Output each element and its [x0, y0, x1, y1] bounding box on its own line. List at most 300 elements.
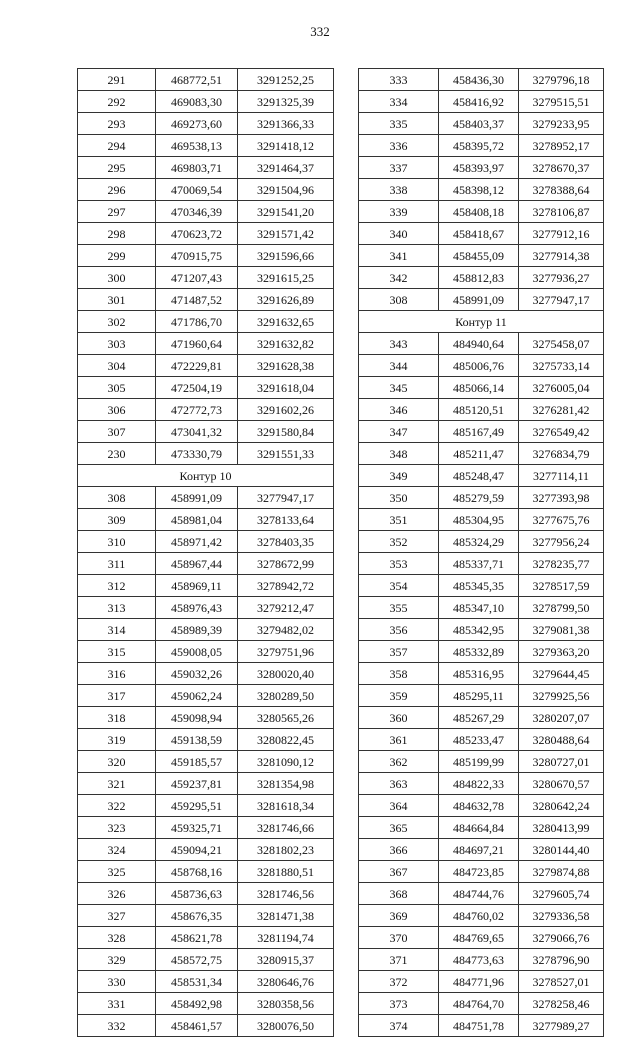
table-row	[359, 751, 604, 773]
point-number: 360	[359, 707, 439, 729]
point-number: 321	[78, 773, 156, 795]
point-number: 324	[78, 839, 156, 861]
x-coordinate: 472504,19	[156, 377, 238, 399]
table-row	[78, 971, 334, 993]
y-coordinate: 3280020,40	[238, 663, 334, 685]
point-number: 299	[78, 245, 156, 267]
y-coordinate: 3291504,96	[238, 179, 334, 201]
y-coordinate: 3291366,33	[238, 113, 334, 135]
x-coordinate: 458461,57	[156, 1015, 238, 1037]
x-coordinate: 469083,30	[156, 91, 238, 113]
x-coordinate: 459325,71	[156, 817, 238, 839]
x-coordinate: 458418,67	[439, 223, 519, 245]
table-row	[359, 597, 604, 619]
point-number: 371	[359, 949, 439, 971]
table-row	[359, 289, 604, 311]
x-coordinate: 484940,64	[439, 333, 519, 355]
point-number: 306	[78, 399, 156, 421]
y-coordinate: 3277956,24	[519, 531, 604, 553]
x-coordinate: 458971,42	[156, 531, 238, 553]
x-coordinate: 484764,70	[439, 993, 519, 1015]
x-coordinate: 485345,35	[439, 575, 519, 597]
y-coordinate: 3280646,76	[238, 971, 334, 993]
table-row	[359, 135, 604, 157]
point-number: 311	[78, 553, 156, 575]
table-row	[78, 575, 334, 597]
x-coordinate: 485167,49	[439, 421, 519, 443]
point-number: 309	[78, 509, 156, 531]
table-row	[78, 531, 334, 553]
x-coordinate: 485295,11	[439, 685, 519, 707]
x-coordinate: 458403,37	[439, 113, 519, 135]
x-coordinate: 485248,47	[439, 465, 519, 487]
x-coordinate: 485267,29	[439, 707, 519, 729]
point-number: 327	[78, 905, 156, 927]
y-coordinate: 3291551,33	[238, 443, 334, 465]
table-row	[78, 289, 334, 311]
table-row	[78, 1015, 334, 1037]
y-coordinate: 3279644,45	[519, 663, 604, 685]
x-coordinate: 458393,97	[439, 157, 519, 179]
y-coordinate: 3291325,39	[238, 91, 334, 113]
point-number: 348	[359, 443, 439, 465]
x-coordinate: 468772,51	[156, 69, 238, 91]
x-coordinate: 485304,95	[439, 509, 519, 531]
x-coordinate: 471960,64	[156, 333, 238, 355]
y-coordinate: 3278258,46	[519, 993, 604, 1015]
point-number: 305	[78, 377, 156, 399]
table-row	[78, 641, 334, 663]
table-row	[78, 245, 334, 267]
table-row	[359, 883, 604, 905]
y-coordinate: 3280670,57	[519, 773, 604, 795]
table-row	[78, 487, 334, 509]
x-coordinate: 458621,78	[156, 927, 238, 949]
point-number: 372	[359, 971, 439, 993]
table-row	[78, 311, 334, 333]
x-coordinate: 458989,39	[156, 619, 238, 641]
coordinates-table-left-body	[78, 69, 334, 1037]
table-row	[359, 443, 604, 465]
x-coordinate: 459295,51	[156, 795, 238, 817]
table-row	[78, 795, 334, 817]
point-number: 312	[78, 575, 156, 597]
y-coordinate: 3281618,34	[238, 795, 334, 817]
point-number: 364	[359, 795, 439, 817]
y-coordinate: 3279874,88	[519, 861, 604, 883]
table-row	[78, 751, 334, 773]
y-coordinate: 3280289,50	[238, 685, 334, 707]
y-coordinate: 3278403,35	[238, 531, 334, 553]
table-row	[78, 223, 334, 245]
x-coordinate: 473330,79	[156, 443, 238, 465]
x-coordinate: 485332,89	[439, 641, 519, 663]
x-coordinate: 484697,21	[439, 839, 519, 861]
table-row	[359, 245, 604, 267]
y-coordinate: 3277912,16	[519, 223, 604, 245]
y-coordinate: 3277675,76	[519, 509, 604, 531]
y-coordinate: 3279212,47	[238, 597, 334, 619]
point-number: 342	[359, 267, 439, 289]
y-coordinate: 3279515,51	[519, 91, 604, 113]
table-row	[78, 619, 334, 641]
table-row	[78, 729, 334, 751]
x-coordinate: 485211,47	[439, 443, 519, 465]
x-coordinate: 485066,14	[439, 377, 519, 399]
point-number: 303	[78, 333, 156, 355]
x-coordinate: 459008,05	[156, 641, 238, 663]
point-number: 362	[359, 751, 439, 773]
table-row	[359, 971, 604, 993]
contour-title: Контур 10	[78, 465, 334, 487]
y-coordinate: 3281194,74	[238, 927, 334, 949]
table-row	[359, 465, 604, 487]
table-row	[359, 817, 604, 839]
x-coordinate: 470623,72	[156, 223, 238, 245]
point-number: 333	[359, 69, 439, 91]
contour-header-row	[359, 311, 604, 333]
x-coordinate: 458455,09	[439, 245, 519, 267]
y-coordinate: 3279482,02	[238, 619, 334, 641]
point-number: 331	[78, 993, 156, 1015]
point-number: 310	[78, 531, 156, 553]
x-coordinate: 485279,59	[439, 487, 519, 509]
table-row	[359, 487, 604, 509]
y-coordinate: 3278235,77	[519, 553, 604, 575]
y-coordinate: 3291541,20	[238, 201, 334, 223]
x-coordinate: 485120,51	[439, 399, 519, 421]
point-number: 330	[78, 971, 156, 993]
y-coordinate: 3279066,76	[519, 927, 604, 949]
point-number: 365	[359, 817, 439, 839]
x-coordinate: 484664,84	[439, 817, 519, 839]
x-coordinate: 458768,16	[156, 861, 238, 883]
point-number: 326	[78, 883, 156, 905]
table-row	[359, 861, 604, 883]
table-row	[359, 773, 604, 795]
table-row	[359, 729, 604, 751]
x-coordinate: 485337,71	[439, 553, 519, 575]
point-number: 368	[359, 883, 439, 905]
x-coordinate: 459032,26	[156, 663, 238, 685]
point-number: 323	[78, 817, 156, 839]
table-row	[78, 399, 334, 421]
point-number: 230	[78, 443, 156, 465]
point-number: 340	[359, 223, 439, 245]
table-row	[359, 575, 604, 597]
y-coordinate: 3280144,40	[519, 839, 604, 861]
point-number: 363	[359, 773, 439, 795]
x-coordinate: 459185,57	[156, 751, 238, 773]
point-number: 343	[359, 333, 439, 355]
y-coordinate: 3278388,64	[519, 179, 604, 201]
y-coordinate: 3276281,42	[519, 399, 604, 421]
point-number: 313	[78, 597, 156, 619]
point-number: 351	[359, 509, 439, 531]
y-coordinate: 3279233,95	[519, 113, 604, 135]
y-coordinate: 3276549,42	[519, 421, 604, 443]
point-number: 344	[359, 355, 439, 377]
y-coordinate: 3279081,38	[519, 619, 604, 641]
table-row	[359, 355, 604, 377]
coordinates-table-right-body	[359, 69, 604, 1037]
x-coordinate: 458991,09	[439, 289, 519, 311]
table-row	[359, 663, 604, 685]
point-number: 332	[78, 1015, 156, 1037]
point-number: 292	[78, 91, 156, 113]
table-row	[78, 135, 334, 157]
coordinates-table-left	[77, 68, 334, 1037]
point-number: 334	[359, 91, 439, 113]
point-number: 298	[78, 223, 156, 245]
table-row	[359, 839, 604, 861]
x-coordinate: 459098,94	[156, 707, 238, 729]
point-number: 350	[359, 487, 439, 509]
y-coordinate: 3281090,12	[238, 751, 334, 773]
table-row	[359, 421, 604, 443]
table-row	[359, 509, 604, 531]
x-coordinate: 458572,75	[156, 949, 238, 971]
point-number: 358	[359, 663, 439, 685]
x-coordinate: 458969,11	[156, 575, 238, 597]
page-number: 332	[310, 24, 330, 39]
x-coordinate: 484723,85	[439, 861, 519, 883]
point-number: 302	[78, 311, 156, 333]
x-coordinate: 469803,71	[156, 157, 238, 179]
y-coordinate: 3281471,38	[238, 905, 334, 927]
point-number: 329	[78, 949, 156, 971]
y-coordinate: 3278942,72	[238, 575, 334, 597]
x-coordinate: 458416,92	[439, 91, 519, 113]
x-coordinate: 484769,65	[439, 927, 519, 949]
point-number: 338	[359, 179, 439, 201]
table-row	[359, 949, 604, 971]
table-row	[78, 707, 334, 729]
table-row	[78, 905, 334, 927]
y-coordinate: 3291632,82	[238, 333, 334, 355]
table-row	[359, 267, 604, 289]
point-number: 374	[359, 1015, 439, 1037]
x-coordinate: 459138,59	[156, 729, 238, 751]
y-coordinate: 3280915,37	[238, 949, 334, 971]
contour-header-row	[78, 465, 334, 487]
table-row	[78, 949, 334, 971]
table-row	[78, 91, 334, 113]
point-number: 316	[78, 663, 156, 685]
x-coordinate: 484822,33	[439, 773, 519, 795]
x-coordinate: 459062,24	[156, 685, 238, 707]
y-coordinate: 3281802,23	[238, 839, 334, 861]
x-coordinate: 458398,12	[439, 179, 519, 201]
x-coordinate: 484744,76	[439, 883, 519, 905]
y-coordinate: 3291628,38	[238, 355, 334, 377]
y-coordinate: 3279751,96	[238, 641, 334, 663]
x-coordinate: 485342,95	[439, 619, 519, 641]
point-number: 352	[359, 531, 439, 553]
y-coordinate: 3291615,25	[238, 267, 334, 289]
x-coordinate: 459094,21	[156, 839, 238, 861]
x-coordinate: 458531,34	[156, 971, 238, 993]
y-coordinate: 3280207,07	[519, 707, 604, 729]
y-coordinate: 3280488,64	[519, 729, 604, 751]
x-coordinate: 472229,81	[156, 355, 238, 377]
y-coordinate: 3280413,99	[519, 817, 604, 839]
table-row	[359, 333, 604, 355]
y-coordinate: 3291418,12	[238, 135, 334, 157]
y-coordinate: 3277114,11	[519, 465, 604, 487]
x-coordinate: 485006,76	[439, 355, 519, 377]
table-row	[359, 157, 604, 179]
y-coordinate: 3279336,58	[519, 905, 604, 927]
x-coordinate: 471786,70	[156, 311, 238, 333]
y-coordinate: 3279363,20	[519, 641, 604, 663]
y-coordinate: 3278527,01	[519, 971, 604, 993]
y-coordinate: 3277989,27	[519, 1015, 604, 1037]
table-row	[78, 201, 334, 223]
table-row	[359, 707, 604, 729]
x-coordinate: 484632,78	[439, 795, 519, 817]
y-coordinate: 3278796,90	[519, 949, 604, 971]
point-number: 304	[78, 355, 156, 377]
point-number: 296	[78, 179, 156, 201]
table-row	[359, 113, 604, 135]
x-coordinate: 459237,81	[156, 773, 238, 795]
table-row	[359, 201, 604, 223]
point-number: 307	[78, 421, 156, 443]
table-row	[78, 861, 334, 883]
point-number: 301	[78, 289, 156, 311]
table-row	[359, 553, 604, 575]
x-coordinate: 484771,96	[439, 971, 519, 993]
x-coordinate: 471207,43	[156, 267, 238, 289]
table-row	[78, 157, 334, 179]
y-coordinate: 3291596,66	[238, 245, 334, 267]
point-number: 315	[78, 641, 156, 663]
y-coordinate: 3277936,27	[519, 267, 604, 289]
x-coordinate: 484760,02	[439, 905, 519, 927]
table-row	[359, 179, 604, 201]
point-number: 356	[359, 619, 439, 641]
point-number: 297	[78, 201, 156, 223]
point-number: 308	[78, 487, 156, 509]
coordinates-table-right	[358, 68, 604, 1037]
x-coordinate: 472772,73	[156, 399, 238, 421]
y-coordinate: 3278133,64	[238, 509, 334, 531]
table-row	[359, 223, 604, 245]
x-coordinate: 484773,63	[439, 949, 519, 971]
point-number: 317	[78, 685, 156, 707]
x-coordinate: 469273,60	[156, 113, 238, 135]
y-coordinate: 3276005,04	[519, 377, 604, 399]
y-coordinate: 3279796,18	[519, 69, 604, 91]
y-coordinate: 3281354,98	[238, 773, 334, 795]
point-number: 320	[78, 751, 156, 773]
y-coordinate: 3279925,56	[519, 685, 604, 707]
x-coordinate: 485316,95	[439, 663, 519, 685]
y-coordinate: 3277947,17	[519, 289, 604, 311]
table-row	[359, 685, 604, 707]
y-coordinate: 3280565,26	[238, 707, 334, 729]
contour-title: Контур 11	[359, 311, 604, 333]
x-coordinate: 485199,99	[439, 751, 519, 773]
table-row	[78, 663, 334, 685]
point-number: 337	[359, 157, 439, 179]
x-coordinate: 485233,47	[439, 729, 519, 751]
y-coordinate: 3291580,84	[238, 421, 334, 443]
point-number: 339	[359, 201, 439, 223]
x-coordinate: 458812,83	[439, 267, 519, 289]
table-row	[359, 531, 604, 553]
table-row	[78, 113, 334, 135]
y-coordinate: 3277947,17	[238, 487, 334, 509]
x-coordinate: 470069,54	[156, 179, 238, 201]
point-number: 349	[359, 465, 439, 487]
table-row	[78, 443, 334, 465]
table-row	[78, 993, 334, 1015]
point-number: 345	[359, 377, 439, 399]
table-row	[359, 91, 604, 113]
table-row	[78, 509, 334, 531]
y-coordinate: 3280358,56	[238, 993, 334, 1015]
point-number: 355	[359, 597, 439, 619]
point-number: 328	[78, 927, 156, 949]
table-row	[359, 905, 604, 927]
y-coordinate: 3278670,37	[519, 157, 604, 179]
table-row	[359, 795, 604, 817]
y-coordinate: 3275458,07	[519, 333, 604, 355]
y-coordinate: 3277393,98	[519, 487, 604, 509]
x-coordinate: 484751,78	[439, 1015, 519, 1037]
y-coordinate: 3275733,14	[519, 355, 604, 377]
y-coordinate: 3279605,74	[519, 883, 604, 905]
x-coordinate: 458976,43	[156, 597, 238, 619]
point-number: 357	[359, 641, 439, 663]
point-number: 354	[359, 575, 439, 597]
table-row	[78, 377, 334, 399]
table-row	[359, 619, 604, 641]
table-row	[359, 1015, 604, 1037]
point-number: 294	[78, 135, 156, 157]
x-coordinate: 458991,09	[156, 487, 238, 509]
point-number: 314	[78, 619, 156, 641]
y-coordinate: 3291618,04	[238, 377, 334, 399]
table-row	[359, 69, 604, 91]
point-number: 361	[359, 729, 439, 751]
x-coordinate: 485324,29	[439, 531, 519, 553]
table-row	[359, 399, 604, 421]
table-row	[78, 333, 334, 355]
table-row	[78, 69, 334, 91]
y-coordinate: 3278672,99	[238, 553, 334, 575]
y-coordinate: 3291602,26	[238, 399, 334, 421]
x-coordinate: 458395,72	[439, 135, 519, 157]
y-coordinate: 3291632,65	[238, 311, 334, 333]
table-row	[78, 685, 334, 707]
y-coordinate: 3281880,51	[238, 861, 334, 883]
y-coordinate: 3281746,66	[238, 817, 334, 839]
table-row	[359, 927, 604, 949]
x-coordinate: 470915,75	[156, 245, 238, 267]
point-number: 367	[359, 861, 439, 883]
point-number: 335	[359, 113, 439, 135]
point-number: 346	[359, 399, 439, 421]
x-coordinate: 469538,13	[156, 135, 238, 157]
y-coordinate: 3276834,79	[519, 443, 604, 465]
point-number: 370	[359, 927, 439, 949]
point-number: 319	[78, 729, 156, 751]
x-coordinate: 458967,44	[156, 553, 238, 575]
table-row	[78, 773, 334, 795]
